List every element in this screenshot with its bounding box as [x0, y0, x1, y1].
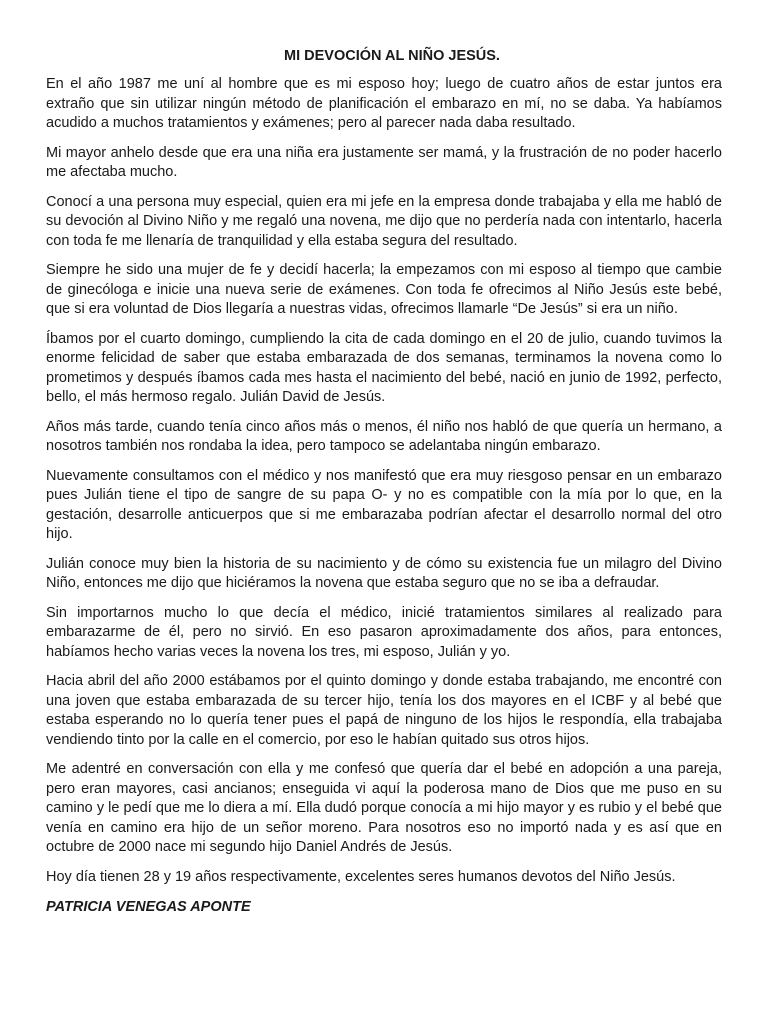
paragraph-9: Sin importarnos mucho lo que decía el médico, inicié tratamientos similares al realizado para embarazarme de él, pero no sirvió. En eso pasaron aproximadamente dos años, para entonces, habíamos hecho varias veces la novena los tres, mi esposo, Julián y yo. [46, 604, 722, 660]
paragraph-8: Julián conoce muy bien la historia de su nacimiento y de cómo su existencia fue un milagro del Divino Niño, entonces me dijo que hiciéramos la novena que estaba seguro que no se iba a defraudar. [46, 555, 722, 591]
paragraph-6: Años más tarde, cuando tenía cinco años más o menos, él niño nos habló de que quería un hermano, a nosotros también nos rondaba la idea, pero tampoco se adelantaba ningún embarazo. [46, 418, 722, 454]
author-signature: PATRICIA VENEGAS APONTE [46, 899, 251, 915]
paragraph-7: Nuevamente consultamos con el médico y nos manifestó que era muy riesgoso pensar en un embarazo pues Julián tiene el tipo de sangre de su papa O- y no es compatible con la mía por lo que, en la gestación, desarrolle anticuerpos que si me embarazaba podrían afectar el desarrollo normal del otro hijo. [46, 467, 722, 542]
paragraph-12: Hoy día tienen 28 y 19 años respectivamente, excelentes seres humanos devotos del Niño Jesús. [46, 868, 676, 885]
document-page [46, 46, 722, 917]
paragraph-2: Mi mayor anhelo desde que era una niña era justamente ser mamá, y la frustración de no poder hacerlo me afectaba mucho. [46, 144, 722, 180]
paragraph-5: Íbamos por el cuarto domingo, cumpliendo la cita de cada domingo en el 20 de julio, cuando tuvimos la enorme felicidad de saber que estaba embarazada de dos semanas, terminamos la novena como lo prometimos y después íbamos cada mes hasta el nacimiento del bebé, nació en junio de 1992, perfecto, bello, el más hermoso regalo. Julián David de Jesús. [46, 330, 722, 405]
paragraph-10: Hacia abril del año 2000 estábamos por el quinto domingo y donde estaba trabajando, me encontré con una joven que estaba embarazada de su tercer hijo, tenía los dos mayores en el ICBF y al bebé que estaba esperando no lo quería tener pues el papá de ninguno de los hijos le respondía, ella trabajaba vendiendo tinto por la calle en el comercio, por eso le habían quitado sus otros hijos. [46, 673, 722, 748]
paragraph-1: En el año 1987 me uní al hombre que es mi esposo hoy; luego de cuatro años de estar juntos era extraño que sin utilizar ningún método de planificación el embarazo en mí, no se daba. Ya habíamos acudido a muchos tratamientos y exámenes; pero al parecer nada daba resultado. [46, 76, 722, 131]
paragraph-11: Me adentré en conversación con ella y me confesó que quería dar el bebé en adopción a una pareja, pero eran mayores, casi ancianos; enseguida vi aquí la poderosa mano de Dios que me puso en su camino y le pedí que me lo diera a mí. Ella dudó porque conocía a mi hijo mayor y es rubio y el bebé que venía en camino era hijo de un señor moreno. Para nosotros eso no importó nada y es así que en octubre de 2000 nace mi segundo hijo Daniel Andrés de Jesús. [46, 761, 722, 855]
document-title: MI DEVOCIÓN AL NIÑO JESÚS. [284, 48, 500, 64]
paragraph-3: Conocí a una persona muy especial, quien era mi jefe en la empresa donde trabajaba y ella me habló de su devoción al Divino Niño y me regaló una novena, me dijo que no perdería nada con intentarlo, hacerla con toda fe me llenaría de tranquilidad y ella estaba segura del resultado. [46, 193, 722, 249]
paragraph-4: Siempre he sido una mujer de fe y decidí hacerla; la empezamos con mi esposo al tiempo que cambie de ginecóloga e inicie una nueva serie de exámenes. Con toda fe ofrecimos al Niño Jesús este bebé, que si era voluntad de Dios llegaría a nuestras vidas, ofrecimos llamarle “De Jesús” si era un niño. [46, 262, 722, 317]
